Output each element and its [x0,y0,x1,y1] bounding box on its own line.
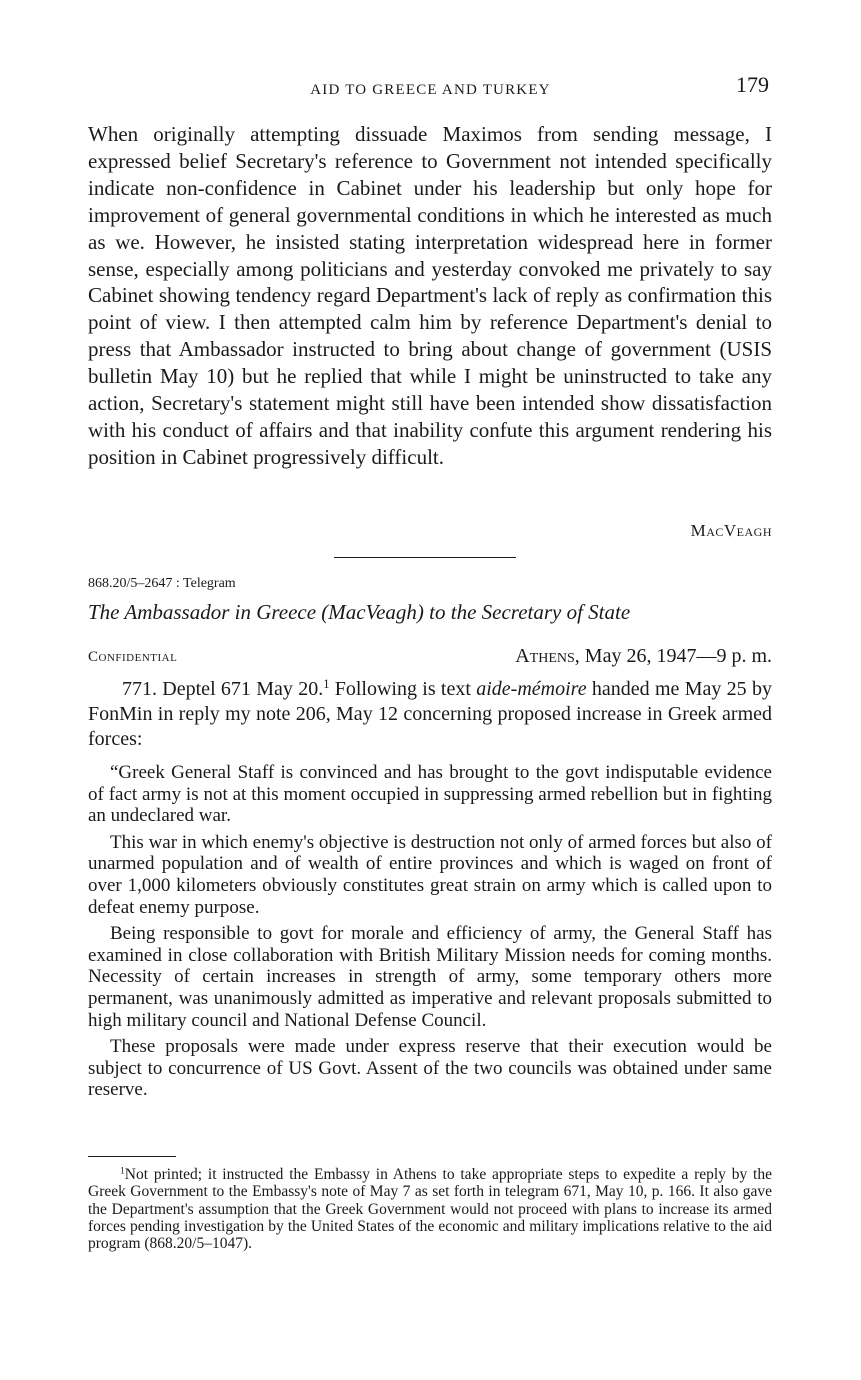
page-number: 179 [736,72,769,97]
footnote [88,1166,772,1252]
running-header [0,72,861,108]
section-separator [334,557,516,558]
telegram-lead: 771. Deptel 671 May 20. [122,678,324,700]
running-title: AID TO GREECE AND TURKEY [310,82,551,98]
quote-paragraph: “Greek General Staff is convinced and has brought to the govt indisputable evidence of fact army is not at this moment occupied in suppressing armed rebellion but in fighting an undeclared war. [88,762,772,827]
dateline-place: Athens [515,645,575,667]
quote-paragraph: This war in which enemy's objective is destruction not only of armed forces but also of unarmed population and of wealth of entire provinces and which is waged on front of over 1,000 kilometers obviously constitutes great strain on army which is called upon to defeat enemy purpose. [88,831,772,918]
telegram-middle: Following is text [329,678,477,700]
telegram-paragraph [88,677,772,751]
aide-memoire-quote [88,762,772,1106]
classification-label: Confidential [88,649,178,665]
file-reference: 868.20/5–2647 : Telegram [88,576,236,591]
quote-paragraph: These proposals were made under express reserve that their execution would be subject to concurrence of US Govt. Assent of the two councils was obtained under same reserve. [88,1036,772,1101]
body-paragraph: When originally attempting dissuade Maximos from sending message, I expressed belief Secretary's reference to Government not intended specifically indicate non-confidence in Cabinet under his leadership but only hope for improvement of general governmental conditions in which he interested as much as we. However, he insisted stating interpretation widespread here in former sense, especially among politicians and yesterday convoked me privately to say Cabinet showing tendency regard Department's lack of reply as confirmation this point of view. I then attempted calm him by reference Department's denial to press that Ambassador instructed to bring about change of government (USIS bulletin May 10) but he replied that while I might be uninstructed to take any action, Secretary's statement might still have been intended show dissatisfaction with his conduct of affairs and that inability confute this argument rendering his position in Cabinet progressively difficult. [88,122,772,469]
continued-telegram-text [88,121,772,471]
footnote-text: Not printed; it instructed the Embassy in Athens to take appropriate steps to expedite a reply by the Greek Government to the Embassy's note of May 7 as set forth in telegram 671, May 10, p. 166. It also gave the Department's assumption that the Greek Government would not proceed with plans to increase its armed forces pending investigation by the United States of the economic and military implications relative to the aid program (868.20/5–1047). [88,1166,772,1253]
dateline [515,645,772,668]
telegram-tail: handed me May 25 by FonMin in reply my note 206, May 12 concerning proposed increase in Greek armed forces: [88,678,772,750]
document-heading: The Ambassador in Greece (MacVeagh) to the Secretary of State [88,600,631,624]
footnote-reference: 1 [323,677,330,692]
quote-paragraph: Being responsible to govt for morale and efficiency of army, the General Staff has examined in close collaboration with British Military Mission needs for coming months. Necessity of certain increases in strength of army, some temporary others more permanent, was unanimously admitted as imperative and relevant proposals submitted to high military council and National Defense Council. [88,923,772,1031]
dateline-date: , May 26, 1947—9 p. m. [574,645,772,667]
signature: MacVeagh [690,521,772,540]
footnote-mark: 1 [120,1165,125,1177]
telegram-term: aide-mémoire [476,678,587,700]
telegram-intro [88,677,772,751]
footnote-rule [88,1156,176,1157]
